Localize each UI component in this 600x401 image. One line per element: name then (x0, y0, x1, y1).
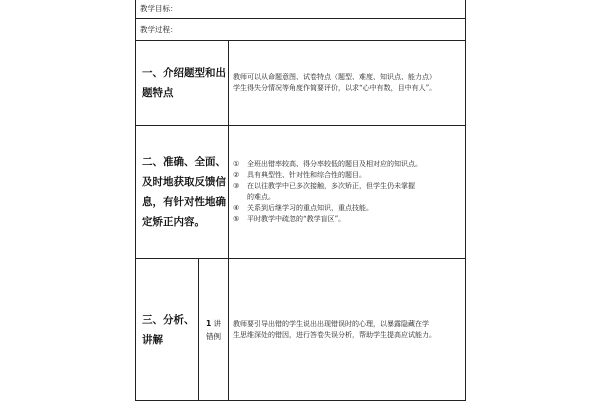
list-item: ⑤ 平时教学中疏忽的“教学盲区”。 (233, 215, 346, 223)
list-item: ① 全班出错率较高、得分率较低的题目及相对应的知识点。 (233, 160, 422, 168)
teaching-process-label: 教学过程： (136, 19, 466, 41)
section-3-body: 教师要引导出错的学生说出出现错误时的心理，以暴露隐藏在学 生思维深处的错因，进行答卷失误分析，帮助学生提高应试能力。 (229, 259, 466, 401)
teaching-goal-label: 教学目标： (136, 0, 466, 19)
section-2-heading: 二、准确、全面、 及时地获取反馈信 息，有针对性地确 定矫正内容。 (136, 126, 229, 259)
section-1-row (136, 41, 466, 126)
section-3-heading: 三、分析、 讲解 (136, 259, 199, 401)
section-2-row (136, 126, 466, 259)
list-item: ④ 关系到后继学习的重点知识，重点技能。 (233, 204, 373, 212)
teaching-goal-row (136, 0, 466, 19)
section-1-body: 教师可以从命题意图、试卷特点（题型、难度、知识点、能力点） 学生得失分情况等角度作简要评价，以求“心中有数，目中有人”。 (229, 41, 466, 126)
lesson-plan-table (135, 0, 466, 401)
list-item: 的难点。 (247, 193, 275, 201)
section-3-subheading: 1 讲 错例 (199, 259, 229, 401)
teaching-process-row (136, 19, 466, 41)
section-2-list (229, 126, 466, 259)
list-item: ② 具有典型性、针对性和综合性的题目。 (233, 171, 366, 179)
section-3-row (136, 259, 466, 401)
section-1-heading: 一、介绍题型和出 题特点 (136, 41, 229, 126)
list-item: ③ 在以往教学中已多次接触，多次矫正，但学生仍未掌握 (233, 182, 415, 190)
